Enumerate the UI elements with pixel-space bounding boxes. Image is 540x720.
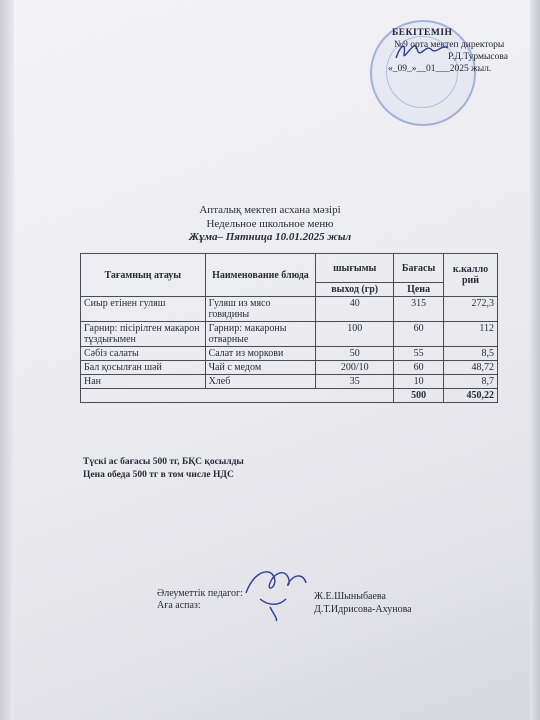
menu-table [80, 253, 498, 403]
cell-name-kz: Нан [81, 375, 206, 389]
approval-position: №9 орта мектеп директоры [394, 40, 505, 50]
cell-price: 60 [394, 322, 444, 347]
approval-date: «_09_»__01___2025 жыл. [388, 64, 492, 74]
cell-output: 35 [316, 375, 394, 389]
cell-price: 55 [394, 347, 444, 361]
paper-edge-right [530, 0, 540, 720]
cell-name-ru: Гарнир: макароны отварные [205, 322, 316, 347]
cell-output: 100 [316, 322, 394, 347]
cell-kcal: 112 [444, 322, 498, 347]
table-header-row [81, 254, 498, 283]
approval-director-name: Р.Д.Турмысова [448, 52, 508, 62]
cell-price: 315 [394, 297, 444, 322]
cell-price: 60 [394, 361, 444, 375]
table-row [81, 322, 498, 347]
total-kcal: 450,22 [444, 389, 498, 403]
cell-name-ru: Гуляш из мясо говядины [205, 297, 316, 322]
signature-role-1: Әлеуметтік педагог: [157, 588, 243, 599]
header-name-ru: Наименование блюда [205, 254, 316, 297]
header-output-ru: выход (гр) [316, 283, 394, 297]
header-price-ru: Цена [394, 283, 444, 297]
total-price: 500 [394, 389, 444, 403]
heading-kz: Апталық мектеп асхана мәзірі [199, 204, 341, 216]
table-row [81, 375, 498, 389]
cell-kcal: 8,7 [444, 375, 498, 389]
social-pedagogue-signature [240, 563, 312, 623]
header-price-kz: Бағасы [394, 254, 444, 283]
cell-kcal: 48,72 [444, 361, 498, 375]
header-name-kz: Тағамның атауы [81, 254, 206, 297]
cell-output: 40 [316, 297, 394, 322]
signature-name-2: Д.Т.Идрисова-Ахунова [314, 604, 412, 615]
table-total-row [81, 389, 498, 403]
table-row [81, 361, 498, 375]
total-blank-cell [81, 389, 394, 403]
heading-ru: Недельное школьное меню [206, 218, 334, 230]
price-note-ru: Цена обеда 500 тг в том числе НДС [83, 470, 234, 480]
cell-name-ru: Хлеб [205, 375, 316, 389]
cell-name-kz: Бал қосылған шәй [81, 361, 206, 375]
signature-role-2: Аға аспаз: [157, 600, 201, 611]
cell-name-kz: Гарнир: пісірілген макарон тұздығымен [81, 322, 206, 347]
header-kcal: к.калло рий [444, 254, 498, 297]
cell-kcal: 8,5 [444, 347, 498, 361]
cell-output: 50 [316, 347, 394, 361]
cell-name-ru: Чай с медом [205, 361, 316, 375]
cell-name-kz: Сәбіз салаты [81, 347, 206, 361]
cell-output: 200/10 [316, 361, 394, 375]
table-row [81, 347, 498, 361]
paper-edge-left [0, 0, 14, 720]
cell-name-ru: Салат из моркови [205, 347, 316, 361]
cell-name-kz: Сиыр етінен гуляш [81, 297, 206, 322]
price-note-kz: Түскі ас бағасы 500 тг, БҚС қосылды [83, 457, 244, 467]
cell-kcal: 272,3 [444, 297, 498, 322]
signature-name-1: Ж.Е.Шыныбаева [314, 591, 386, 602]
header-output-kz: шығымы [316, 254, 394, 283]
table-row [81, 297, 498, 322]
approval-title: БЕКІТЕМІН [392, 28, 453, 38]
heading-date: Жұма– Пятница 10.01.2025 жыл [188, 231, 352, 243]
cell-price: 10 [394, 375, 444, 389]
